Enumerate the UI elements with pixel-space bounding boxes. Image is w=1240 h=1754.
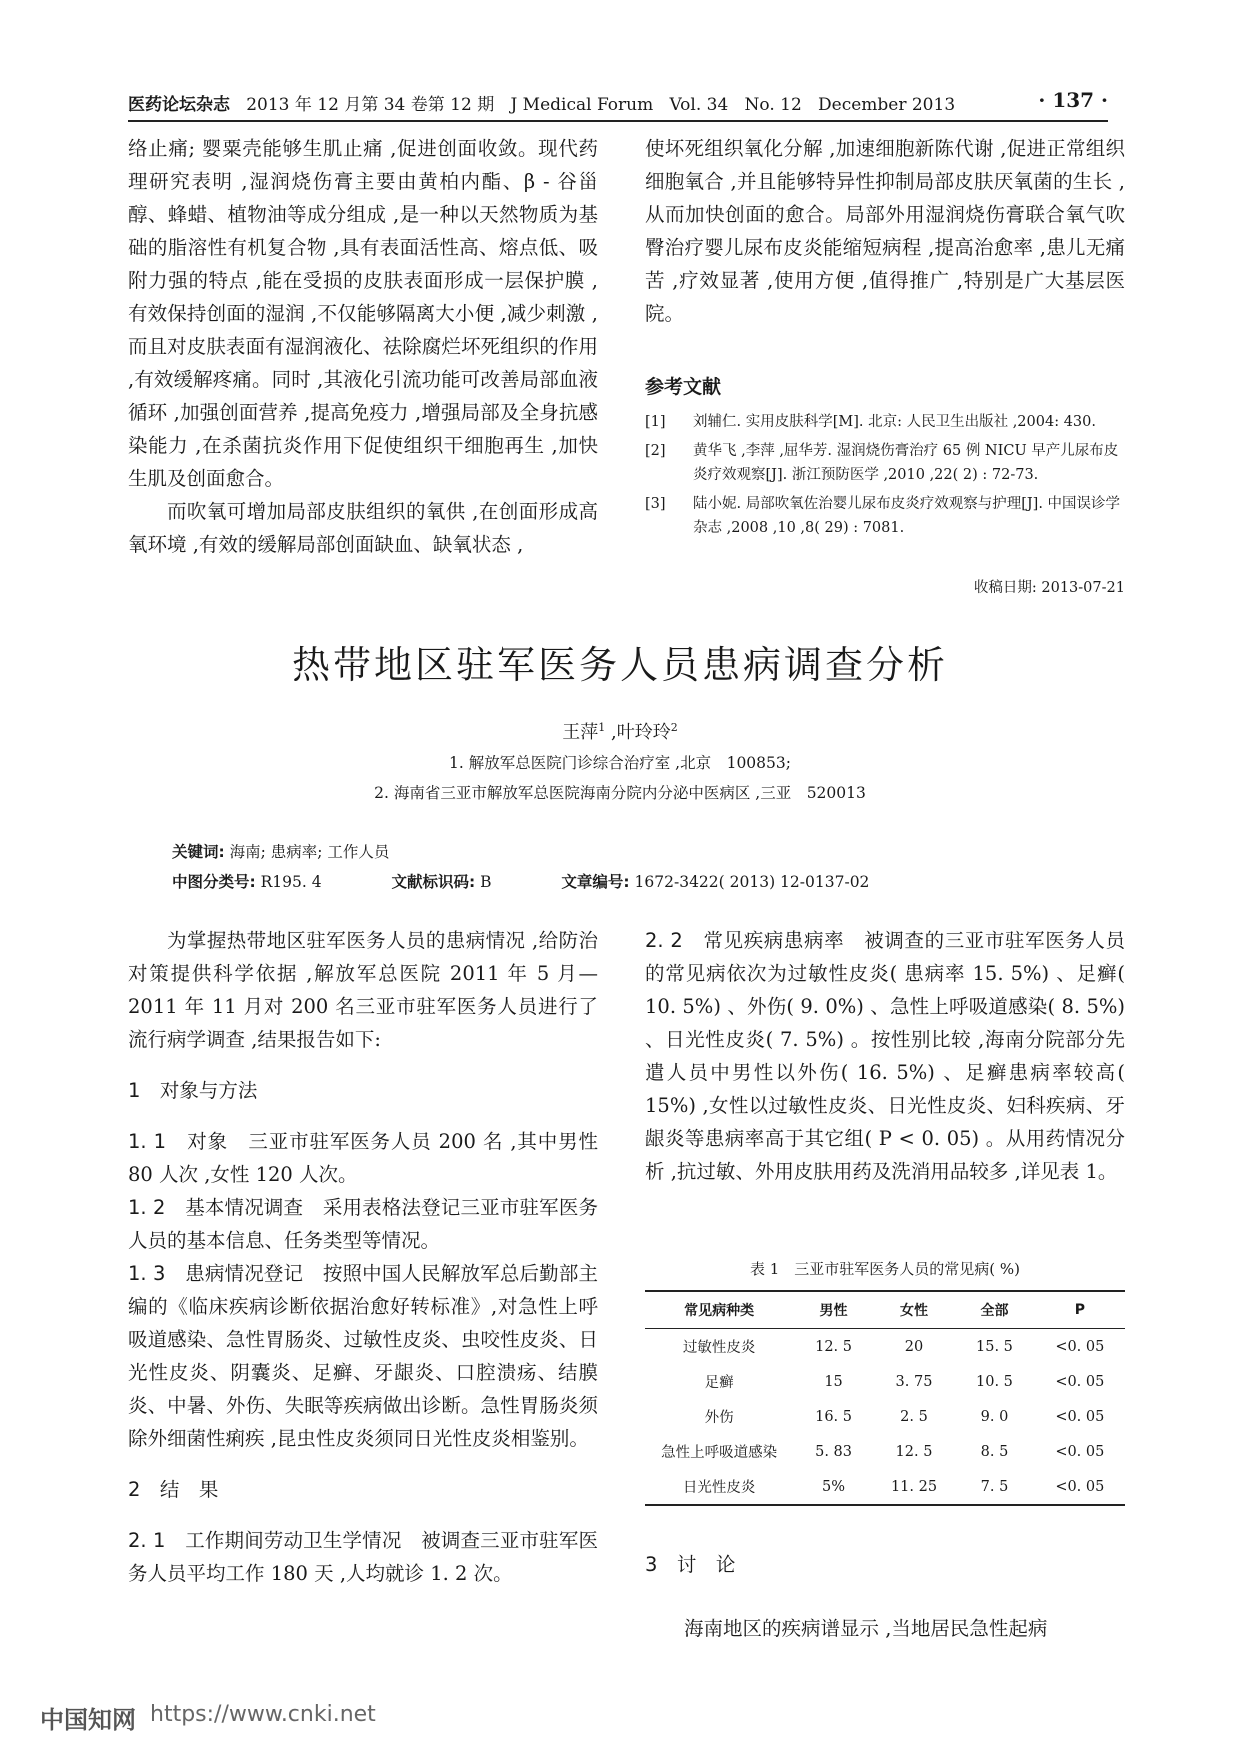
reference-number: [1]	[645, 414, 666, 430]
table-header-cell: 男性	[793, 1291, 873, 1329]
data-table-wrapper	[645, 1290, 1125, 1506]
table-cell: <0. 05	[1055, 1408, 1105, 1425]
issue-date: December 2013	[818, 95, 956, 115]
author-name: 叶玲玲	[616, 722, 671, 743]
subsection-text: 采用表格法登记三亚市驻军医务人员的基本信息、任务类型等情况。	[128, 1196, 598, 1252]
table-cell: 日光性皮炎	[645, 1469, 793, 1505]
section-1-2	[128, 1191, 598, 1257]
table-cell: 12. 5	[895, 1443, 933, 1460]
document-code: B	[475, 873, 492, 891]
clc-number: R195. 4	[255, 873, 322, 891]
references-list	[645, 410, 1125, 545]
table-row	[645, 1434, 1125, 1469]
table-cell: 15	[824, 1373, 843, 1390]
running-header	[128, 86, 1108, 122]
table-cell: 过敏性皮炎	[682, 1340, 756, 1356]
reference-text: 陆小妮. 局部吹氧佐治婴儿尿布皮炎疗效观察与护理[J]. 中国误诊学杂志 ,2008 ,10 ,8( 29) : 7081.	[693, 496, 1121, 536]
table-row	[645, 1364, 1125, 1399]
prev-article-left-column	[128, 132, 598, 561]
table-row	[645, 1399, 1125, 1434]
table-cell: 16. 5	[815, 1408, 852, 1425]
prev-article-right-column	[645, 132, 1125, 330]
journal-name: 医药论坛杂志	[128, 95, 230, 115]
table-cell: 9. 0	[980, 1408, 1009, 1425]
clc-label: 中图分类号:	[172, 873, 256, 891]
table-cell: <0. 05	[1055, 1373, 1105, 1390]
cnki-logo: 中国知网	[40, 1706, 136, 1734]
reference-item	[645, 439, 1125, 487]
section-1-heading: 1 对象与方法	[128, 1079, 258, 1102]
section-1-1	[128, 1125, 598, 1191]
received-date: 收稿日期: 2013-07-21	[973, 580, 1125, 596]
table-header-cell: 全部	[954, 1291, 1034, 1329]
classification-line	[172, 870, 869, 892]
author-name: 王萍	[562, 722, 599, 743]
table-header-cell: 常见病种类	[645, 1291, 793, 1329]
article-left-column	[128, 924, 598, 1590]
subsection-text: 按照中国人民解放军总后勤部主编的《临床疾病诊断依据治愈好转标准》,对急性上呼吸道感染、急性胃肠炎、过敏性皮炎、虫咬性皮炎、日光性皮炎、阴囊炎、足癣、牙龈炎、口腔溃疡、结膜炎、中暑、外伤、失眠等疾病做出诊断。急性胃肠炎须除外细菌性痢疾 ,昆虫性皮炎须同日光性皮炎相鉴别。	[128, 1262, 598, 1450]
intro-paragraph: 为掌握热带地区驻军医务人员的患病情况 ,给防治对策提供科学依据 ,解放军总医院 2011 年 5 月—2011 年 11 月对 200 名三亚市驻军医务人员进行了流行病学调查 ,结果报告如下:	[128, 929, 598, 1051]
prev-article-paragraph: 而吹氧可增加局部皮肤组织的氧供 ,在创面形成高氧环境 ,有效的缓解局部创面缺血、缺氧状态 ,	[128, 500, 598, 556]
table-cell: 3. 75	[895, 1373, 933, 1390]
subsection-heading: 2. 1 工作期间劳动卫生学情况	[128, 1529, 402, 1552]
section-2-1	[128, 1524, 598, 1590]
discussion-text: 海南地区的疾病谱显示 ,当地居民急性起病	[684, 1617, 1048, 1640]
table-cell: 足癣	[704, 1375, 734, 1391]
subsection-text: 被调查三亚市驻军医务人员平均工作 180 天 ,人均就诊 1. 2 次。	[128, 1529, 598, 1585]
reference-number: [3]	[645, 496, 666, 512]
journal-name-en: J Medical Forum	[510, 95, 654, 115]
issue-info: 2013 年 12 月第 34 卷第 12 期	[246, 95, 495, 115]
issue-number: No. 12	[744, 95, 802, 115]
reference-text: 黄华飞 ,李萍 ,屈华芳. 湿润烧伤膏治疗 65 例 NICU 早产儿尿布皮炎疗效观察[J]. 浙江预防医学 ,2010 ,22( 2) : 72-73.	[693, 443, 1119, 483]
table-cell: 5. 83	[815, 1443, 852, 1460]
table-cell: 10. 5	[976, 1373, 1013, 1390]
cnki-url[interactable]: https://www.cnki.net	[150, 1702, 376, 1727]
table-caption: 表 1 三亚市驻军医务人员的常见病( %)	[749, 1260, 1021, 1278]
section-1-3	[128, 1257, 598, 1455]
article-number-label: 文章编号:	[561, 873, 630, 891]
section-2-2	[645, 924, 1125, 1188]
affiliation-2: 2. 海南省三亚市解放军总医院海南分院内分泌中医病区 ,三亚 520013	[374, 784, 866, 802]
page-number: · 137 ·	[1038, 88, 1108, 112]
reference-text: 刘辅仁. 实用皮肤科学[M]. 北京: 人民卫生出版社 ,2004: 430.	[693, 414, 1096, 430]
author-affiliation-mark: 2	[670, 721, 678, 734]
prev-article-paragraph: 使坏死组织氧化分解 ,加速细胞新陈代谢 ,促进正常组织细胞氧合 ,并且能够特异性抑制局部皮肤厌氧菌的生长 ,从而加快创面的愈合。局部外用湿润烧伤膏联合氧气吹臀治疗婴儿尿布皮炎能缩短病程 ,提高治愈率 ,患儿无痛苦 ,疗效显著 ,使用方便 ,值得推广 ,特别是广大基层医院。	[645, 137, 1125, 325]
keywords-line	[172, 840, 389, 862]
table-cell: 8. 5	[980, 1443, 1009, 1460]
subsection-text: 被调查的三亚市驻军医务人员的常见病依次为过敏性皮炎( 患病率 15. 5%) 、足癣( 10. 5%) 、外伤( 9. 0%) 、急性上呼吸道感染( 8. 5%) 、日光性皮炎( 7. 5%) 。按性别比较 ,海南分院部分先遣人员中男性以外伤( 16. 5%) 、足癣患病率较高( 15%) ,女性以过敏性皮炎、日光性皮炎、妇科疾病、牙龈炎等患病率高于其它组( P < 0. 05) 。从用药情况分析 ,抗过敏、外用皮肤用药及洗消用品较多 ,详见表 1。	[645, 929, 1125, 1183]
author-affiliation-mark: 1	[598, 721, 606, 734]
reference-item	[645, 410, 1125, 434]
authors	[0, 718, 1240, 744]
table-cell: 15. 5	[976, 1338, 1013, 1355]
journal-info	[128, 90, 955, 115]
volume: Vol. 34	[669, 95, 729, 115]
document-code-label: 文献标识码:	[391, 873, 476, 891]
table-row	[645, 1469, 1125, 1505]
keywords: 海南; 患病率; 工作人员	[224, 843, 390, 861]
table-cell: 5%	[793, 1469, 873, 1505]
data-table	[645, 1290, 1125, 1506]
table-cell: 12. 5	[815, 1338, 852, 1355]
table-cell: <0. 05	[1055, 1338, 1105, 1355]
table-header-cell: 女性	[874, 1291, 954, 1329]
keywords-label: 关键词:	[172, 843, 225, 861]
table-header-cell: P	[1035, 1291, 1125, 1329]
subsection-text: 三亚市驻军医务人员 200 名 ,其中男性 80 人次 ,女性 120 人次。	[128, 1130, 598, 1186]
table-row	[645, 1329, 1125, 1365]
table-header-row	[645, 1291, 1125, 1329]
table-cell: 外伤	[704, 1410, 734, 1426]
author-separator: ,	[605, 722, 617, 743]
section-3-heading: 3 讨 论	[645, 1553, 736, 1576]
subsection-heading: 1. 1 对象	[128, 1130, 229, 1153]
reference-item	[645, 492, 1125, 540]
references-title: 参考文献	[645, 376, 722, 398]
reference-number: [2]	[645, 443, 666, 459]
affiliation-1: 1. 解放军总医院门诊综合治疗室 ,北京 100853;	[449, 754, 791, 772]
subsection-heading: 2. 2 常见疾病患病率	[645, 929, 845, 952]
section-2-heading: 2 结 果	[128, 1478, 219, 1501]
subsection-heading: 1. 3 患病情况登记	[128, 1262, 304, 1285]
table-cell: 急性上呼吸道感染	[661, 1445, 778, 1461]
table-cell: <0. 05	[1035, 1469, 1125, 1505]
prev-article-paragraph: 络止痛; 婴粟壳能够生肌止痛 ,促进创面收敛。现代药理研究表明 ,湿润烧伤膏主要由黄柏内酯、β - 谷甾醇、蜂蜡、植物油等成分组成 ,是一种以天然物质为基础的脂溶性有机复合物 ,具有表面活性高、熔点低、吸附力强的特点 ,能在受损的皮肤表面形成一层保护膜 ,有效保持创面的湿润 ,不仅能够隔离大小便 ,减少刺激 ,而且对皮肤表面有湿润液化、祛除腐烂坏死组织的作用 ,有效缓解疼痛。同时 ,其液化引流功能可改善局部血液循环 ,加强创面营养 ,提高免疫力 ,增强局部及全身抗感染能力 ,在杀菌抗炎作用下促使组织干细胞再生 ,加快生肌及创面愈合。	[128, 137, 598, 490]
table-cell: 11. 25	[874, 1469, 954, 1505]
section-3-paragraph	[645, 1612, 1125, 1645]
table-cell: 2. 5	[900, 1408, 928, 1425]
article-title: 热带地区驻军医务人员患病调查分析	[291, 643, 948, 687]
table-cell: 7. 5	[954, 1469, 1034, 1505]
table-cell: <0. 05	[1055, 1443, 1105, 1460]
article-right-column	[645, 924, 1125, 1188]
subsection-heading: 1. 2 基本情况调查	[128, 1196, 304, 1219]
article-number: 1672-3422( 2013) 12-0137-02	[629, 873, 870, 891]
table-cell: 20	[904, 1338, 924, 1355]
